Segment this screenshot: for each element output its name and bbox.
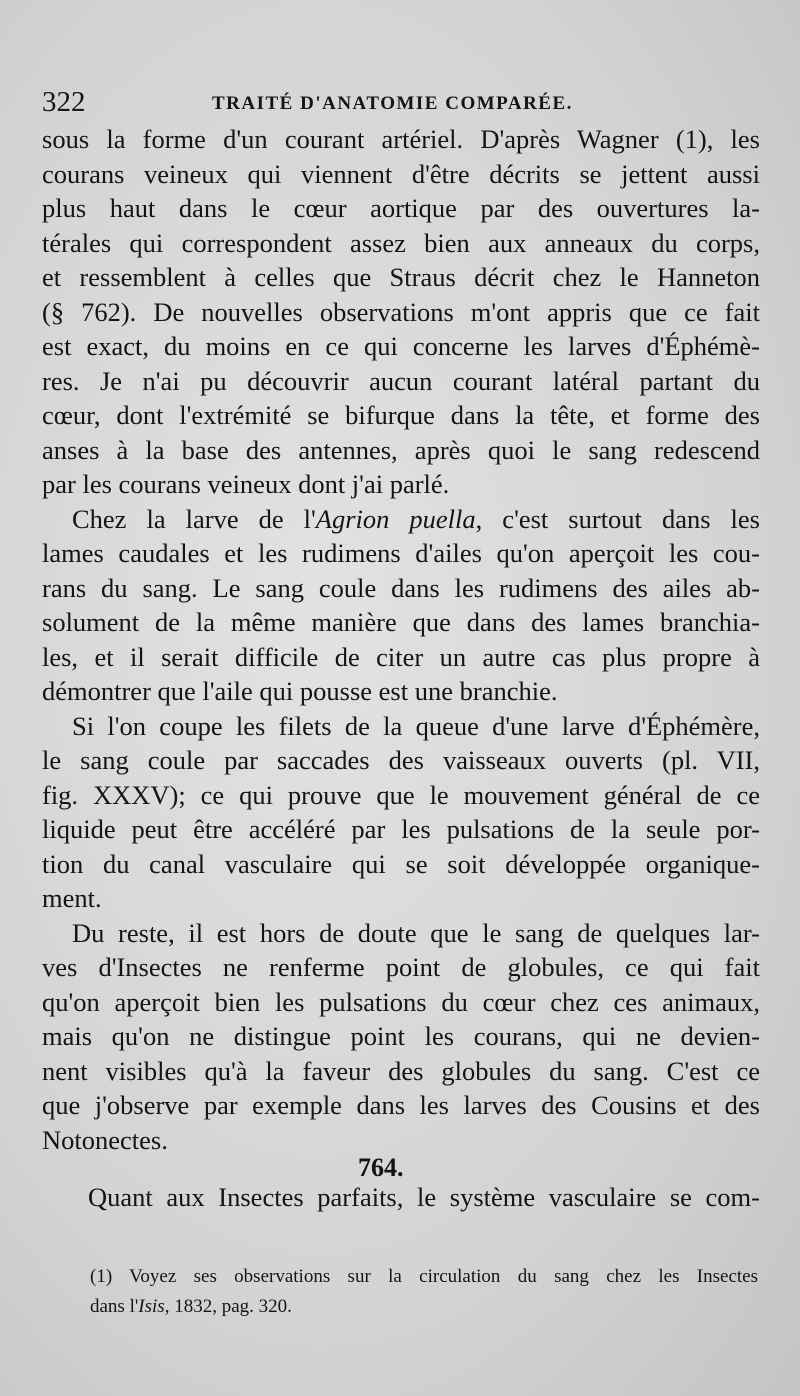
text-line: mais qu'on ne distingue point les courans, qui ne devien-	[42, 1021, 760, 1051]
text-line: sous la forme d'un courant artériel. D'après Wagner (1), les	[42, 124, 760, 154]
text-line: et ressemblent à celles que Straus décrit chez le Hanneton	[42, 262, 760, 292]
text-line: térales qui correspondent assez bien aux anneaux du corps,	[42, 227, 760, 258]
text-fragment: , c'est surtout dans les	[475, 503, 760, 534]
text-line: liquide peut être accéléré par les pulsations de la seule por-	[42, 814, 760, 844]
running-title: TRAITÉ D'ANATOMIE COMPARÉE.	[212, 93, 573, 114]
text-line: anses à la base des antennes, après quoi le sang redescend	[42, 434, 760, 465]
text-fragment: dans l'	[90, 1296, 139, 1317]
text-line: ves d'Insectes ne renferme point de globules, ce qui fait	[42, 952, 760, 982]
text-line: nent visibles qu'à la faveur des globules du sang. C'est ce	[42, 1055, 760, 1086]
text-fragment: Chez la larve de l'	[72, 503, 316, 534]
text-line: le sang coule par saccades des vaisseaux ouverts (pl. VII,	[42, 745, 760, 775]
text-line: qu'on aperçoit bien les pulsations du cœur chez ces animaux,	[42, 986, 760, 1017]
text-line: rans du sang. Le sang coule dans les rudimens des ailes ab-	[42, 572, 760, 603]
text-line: solument de la même manière que dans des lames branchia-	[42, 607, 760, 637]
text-line: Si l'on coupe les filets de la queue d'une larve d'Éphémère,	[72, 710, 760, 741]
text-line: que j'observe par exemple dans les larves des Cousins et des	[42, 1090, 760, 1120]
text-line: par les courans veineux dont j'ai parlé.	[42, 469, 450, 499]
species-name: Agrion puella	[315, 503, 476, 534]
footnote	[90, 1262, 758, 1322]
text-line: cœur, dont l'extrémité se bifurque dans la tête, et forme des	[42, 400, 760, 430]
text-line: plus haut dans le cœur aortique par des ouvertures la-	[42, 193, 760, 223]
text-line: Notonectes.	[42, 1124, 168, 1155]
text-line: lames caudales et les rudimens d'ailes qu'on aperçoit les cou-	[42, 538, 760, 568]
text-line: courans veineux qui viennent d'être décrits se jettent aussi	[42, 158, 760, 189]
text-line: ment.	[42, 883, 102, 913]
text-line: Quant aux Insectes parfaits, le système vasculaire se com-	[88, 1182, 760, 1212]
footnote-line	[90, 1292, 758, 1322]
journal-name: Isis	[138, 1296, 165, 1317]
section-number: 764.	[358, 1153, 404, 1182]
text-line: res. Je n'ai pu découvrir aucun courant latéral partant du	[42, 365, 760, 396]
text-line: Du reste, il est hors de doute que le sang de quelques lar-	[72, 917, 760, 948]
text-line: démontrer que l'aile qui pousse est une branchie.	[42, 676, 558, 706]
text-line: est exact, du moins en ce qui concerne les larves d'Éphémè-	[42, 331, 760, 361]
text-line: les, et il serait difficile de citer un autre cas plus propre à	[42, 641, 760, 672]
body-text	[42, 122, 760, 1157]
text-line: fig. XXXV); ce qui prouve que le mouvement général de ce	[42, 779, 760, 810]
page-number: 322	[42, 86, 86, 118]
page-header	[42, 86, 762, 118]
text-line	[42, 502, 760, 537]
text-line: tion du canal vasculaire qui se soit développée organique-	[42, 848, 760, 879]
text-line: (§ 762). De nouvelles observations m'ont appris que ce fait	[42, 296, 760, 327]
text-fragment: , 1832, pag. 320.	[164, 1296, 292, 1317]
footnote-line: (1) Voyez ses observations sur la circulation du sang chez les Insectes	[90, 1266, 758, 1287]
